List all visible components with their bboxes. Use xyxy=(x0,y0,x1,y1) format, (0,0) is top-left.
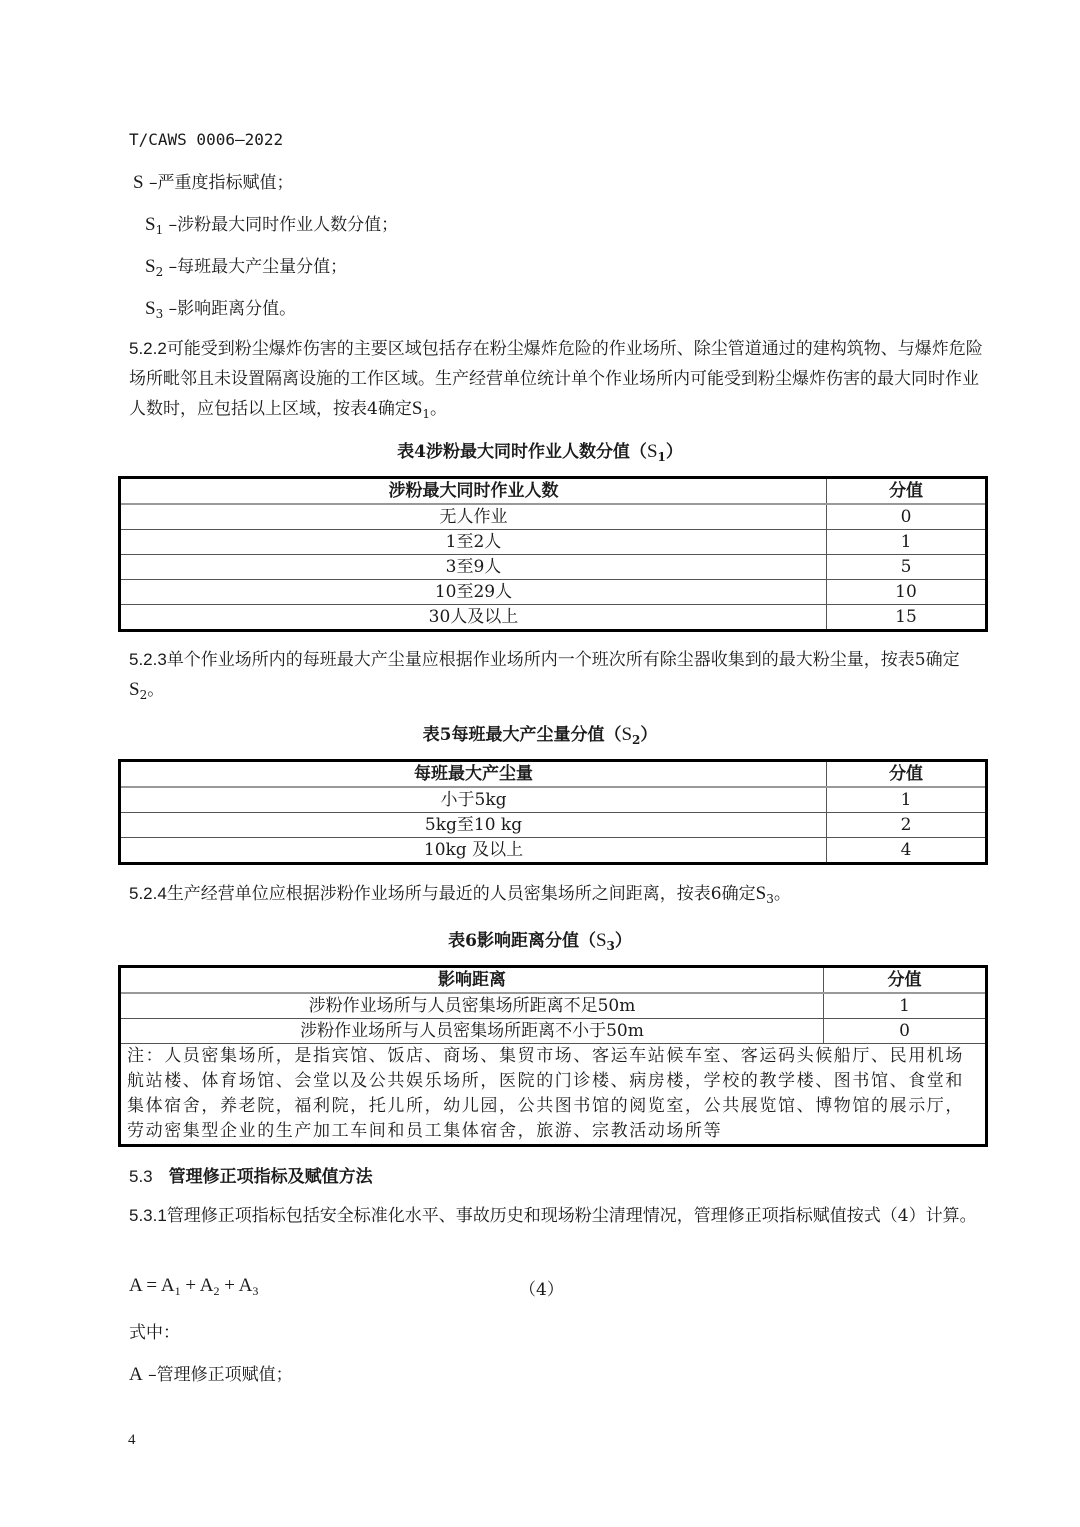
paragraph-5-2-4 xyxy=(129,879,989,909)
caption-text: 表4涉粉最大同时作业人数分值（ xyxy=(397,442,647,462)
table-cell: 0 xyxy=(824,1019,987,1044)
symbol: S xyxy=(595,930,607,951)
clause-text: 生产经营单位应根据涉粉作业场所与最近的人员密集场所之间距离，按表6确定 xyxy=(166,884,756,904)
definition-text: –每班最大产尘量分值； xyxy=(168,257,348,277)
definition-s2 xyxy=(145,252,347,278)
caption-end: ） xyxy=(614,931,632,951)
clause-number: 5.2.3 xyxy=(129,650,167,669)
paragraph-5-2-3 xyxy=(129,645,989,705)
punctuation: 。 xyxy=(430,399,448,419)
subscript: 3 xyxy=(606,939,615,953)
table-cell: 5kg至10 kg xyxy=(120,813,827,838)
table-header-row xyxy=(120,967,987,994)
column-header: 每班最大产尘量 xyxy=(120,761,827,788)
table-cell: 1 xyxy=(824,993,987,1019)
symbol: S xyxy=(621,724,633,745)
formula-term: A xyxy=(238,1275,253,1296)
table-6 xyxy=(118,965,988,1147)
symbol: S xyxy=(646,441,658,462)
table-header-row xyxy=(120,761,987,788)
clause-number: 5.2.2 xyxy=(129,339,167,358)
definition-a xyxy=(129,1360,293,1386)
table-note: 注：人员密集场所，是指宾馆、饭店、商场、集贸市场、客运车站候车室、客运码头候船厅、民用机场航站楼、体育场馆、会堂以及公共娱乐场所，医院的门诊楼、病房楼，学校的教学楼、图书馆、食堂和集体宿舍，养老院，福利院，托儿所，幼儿园，公共图书馆的阅览室，公共展览馆、博物馆的展示厅，劳动密集型企业的生产加工车间和员工集体宿舍，旅游、宗教活动场所等 xyxy=(120,1044,987,1146)
symbol: S xyxy=(145,298,156,319)
symbol: A xyxy=(129,1364,143,1385)
table-cell: 涉粉作业场所与人员密集场所距离不足50m xyxy=(120,993,824,1019)
table-cell: 2 xyxy=(827,813,987,838)
definition-text: –严重度指标赋值； xyxy=(148,173,294,193)
definition-text: –管理修正项赋值； xyxy=(148,1365,293,1385)
subscript: 2 xyxy=(632,733,641,747)
section-number: 5.3 xyxy=(129,1167,153,1186)
table-cell: 4 xyxy=(827,838,987,864)
clause-text: 管理修正项指标包括安全标准化水平、事故历史和现场粉尘清理情况，管理修正项指标赋值按式（4）计算。 xyxy=(166,1206,977,1226)
paragraph-5-3-1 xyxy=(129,1201,989,1231)
table-cell: 1 xyxy=(827,787,987,813)
symbol: S xyxy=(755,883,767,904)
punctuation: 。 xyxy=(147,680,165,700)
section-5-3-heading xyxy=(129,1162,373,1187)
table-6-caption xyxy=(0,926,1080,952)
table-cell: 小于5kg xyxy=(120,787,827,813)
definition-text: –影响距离分值。 xyxy=(168,299,297,319)
table-note-row xyxy=(120,1044,987,1146)
caption-text: 表6影响距离分值（ xyxy=(448,931,596,951)
formula-lhs: A = xyxy=(129,1275,161,1296)
caption-end: ） xyxy=(665,442,683,462)
table-header-row xyxy=(120,478,987,505)
table-cell: 涉粉作业场所与人员密集场所距离不小于50m xyxy=(120,1019,824,1044)
table-5 xyxy=(118,759,988,865)
subscript: 2 xyxy=(213,1284,220,1298)
table-5-caption xyxy=(0,720,1080,746)
where-label: 式中： xyxy=(129,1323,180,1343)
subscript: 2 xyxy=(155,265,164,279)
table-cell: 5 xyxy=(827,555,987,580)
symbol: S xyxy=(133,172,144,193)
table-cell: 0 xyxy=(827,504,987,530)
subscript: 1 xyxy=(155,223,164,237)
definition-s xyxy=(133,168,293,194)
caption-text: 表5每班最大产尘量分值（ xyxy=(422,725,622,745)
clause-text: 单个作业场所内的每班最大产尘量应根据作业场所内一个班次所有除尘器收集到的最大粉尘量，按表5确定 xyxy=(166,650,960,670)
table-4 xyxy=(118,476,988,632)
subscript: 3 xyxy=(252,1284,259,1298)
formula-term: A xyxy=(160,1275,175,1296)
table-row xyxy=(120,1019,987,1044)
definition-text: –涉粉最大同时作业人数分值； xyxy=(168,215,399,235)
table-cell: 10至29人 xyxy=(120,580,827,605)
table-row xyxy=(120,813,987,838)
subscript: 3 xyxy=(155,307,164,321)
table-cell: 10 xyxy=(827,580,987,605)
symbol: S xyxy=(145,214,156,235)
page-number: 4 xyxy=(128,1432,136,1448)
paragraph-5-2-2 xyxy=(129,334,989,424)
table-row xyxy=(120,605,987,631)
table-row xyxy=(120,838,987,864)
subscript: 1 xyxy=(422,407,431,421)
table-row xyxy=(120,993,987,1019)
table-cell: 3至9人 xyxy=(120,555,827,580)
column-header: 影响距离 xyxy=(120,967,824,994)
column-header: 分值 xyxy=(824,967,987,994)
formula-term: A xyxy=(199,1275,214,1296)
column-header: 涉粉最大同时作业人数 xyxy=(120,478,827,505)
symbol: S xyxy=(411,398,423,419)
column-header: 分值 xyxy=(827,761,987,788)
table-row xyxy=(120,530,987,555)
table-row xyxy=(120,580,987,605)
document-id: T/CAWS 0006—2022 xyxy=(129,130,284,149)
formula-operator: + xyxy=(219,1275,239,1296)
equation-number: （4） xyxy=(519,1280,564,1300)
table-cell: 无人作业 xyxy=(120,504,827,530)
column-header: 分值 xyxy=(827,478,987,505)
formula-4 xyxy=(129,1275,258,1297)
section-title: 管理修正项指标及赋值方法 xyxy=(168,1167,373,1187)
definition-s3 xyxy=(145,294,296,320)
table-cell: 1至2人 xyxy=(120,530,827,555)
table-row xyxy=(120,504,987,530)
table-cell: 1 xyxy=(827,530,987,555)
table-cell: 30人及以上 xyxy=(120,605,827,631)
subscript: 3 xyxy=(766,892,774,906)
symbol: S xyxy=(129,679,140,700)
table-row xyxy=(120,787,987,813)
clause-number: 5.3.1 xyxy=(129,1206,167,1225)
table-cell: 10kg 及以上 xyxy=(120,838,827,864)
table-cell: 15 xyxy=(827,605,987,631)
clause-text: 可能受到粉尘爆炸伤害的主要区域包括存在粉尘爆炸危险的作业场所、除尘管道通过的建构筑物、与爆炸危险场所毗邻且未设置隔离设施的工作区域。生产经营单位统计单个作业场所内可能受到粉尘爆炸伤害的最大同时作业人数时，应包括以上区域，按表4确定 xyxy=(129,339,983,419)
symbol: S xyxy=(145,256,156,277)
formula-operator: + xyxy=(180,1275,200,1296)
table-row xyxy=(120,555,987,580)
subscript: 1 xyxy=(174,1284,181,1298)
table-4-caption xyxy=(0,437,1080,463)
definition-s1 xyxy=(145,210,398,236)
subscript: 1 xyxy=(657,450,666,464)
punctuation: 。 xyxy=(773,884,791,904)
caption-end: ） xyxy=(640,725,658,745)
subscript: 2 xyxy=(139,688,148,702)
clause-number: 5.2.4 xyxy=(129,884,167,903)
